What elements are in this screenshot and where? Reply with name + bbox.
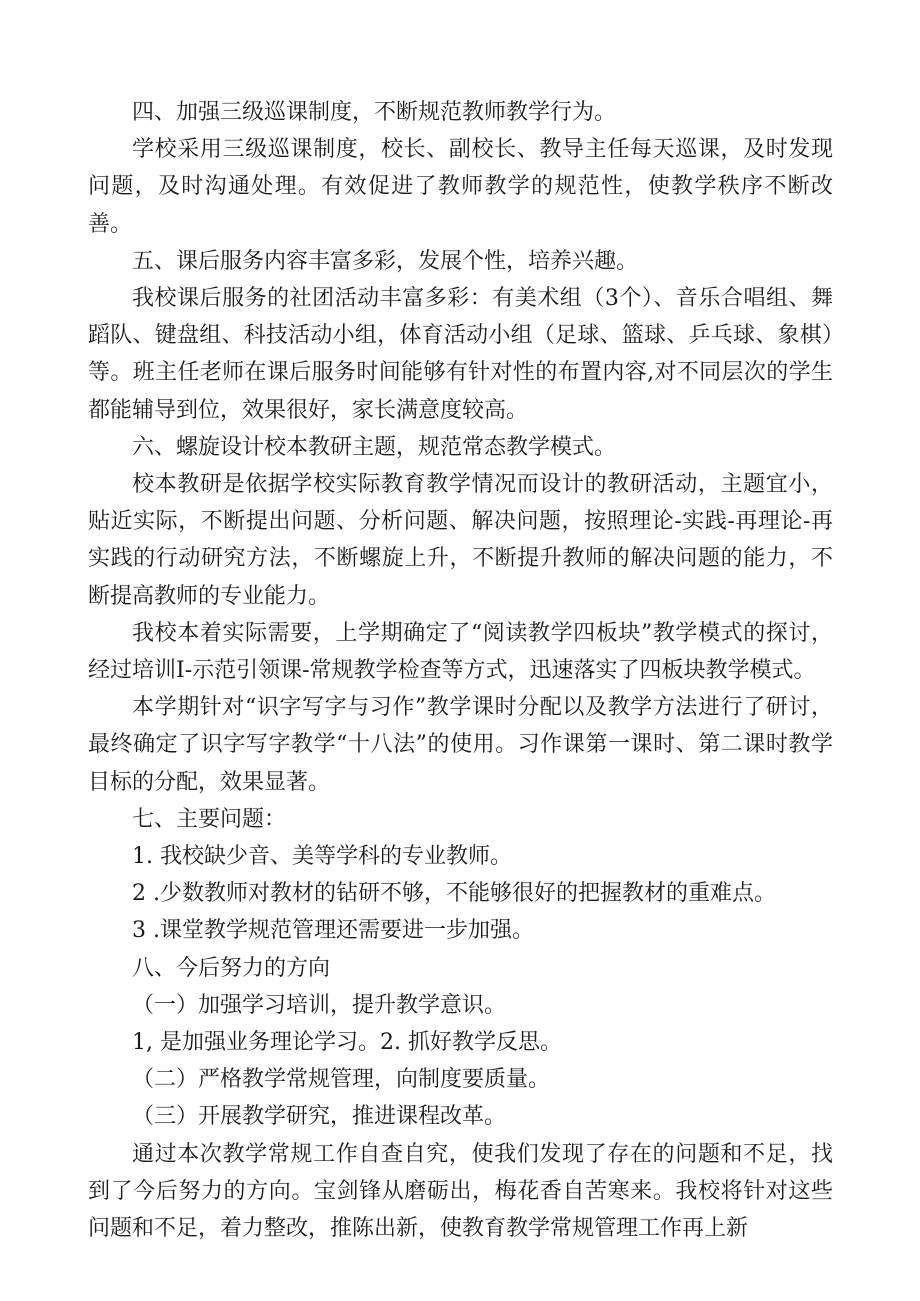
section-heading-4: 四、加强三级巡课制度，不断规范教师教学行为。 [132,100,617,125]
section-heading-8: 八、今后努力的方向 [132,955,331,981]
section-heading-5: 五、课后服务内容丰富多彩，发展个性，培养兴趣。 [132,248,639,274]
direction-item-3: （三）开展教学研究，推进课程改革。 [132,1104,507,1130]
problem-item-3: 3 .课堂教学规范管理还需要进一步加强。 [132,918,534,944]
paragraph-school-research: 校本教研是依据学校实际教育教学情况而设计的教研活动，主题宜小，贴近实际，不断提出问题、分析问题、解决问题，按照理论-实践-再理论-再实践的行动研究方法，不断螺旋上升，不断提升教师的解决问题的能力，不断提高教师的专业能力。 [88,472,833,609]
problem-item-2: 2 .少数教师对教材的钻研不够，不能够很好的把握教材的重难点。 [132,881,776,907]
paragraph-after-school: 我校课后服务的社团活动丰富多彩：有美术组（3个）、音乐合唱组、舞蹈队、键盘组、科技活动小组，体育活动小组（足球、篮球、乒乓球、象棋）等。班主任老师在课后服务时间能够有针对性的布置内容,对不同层次的学生都能辅导到位，效果很好，家长满意度较高。 [88,286,833,423]
direction-item-2: （二）严格教学常规管理，向制度要质量。 [132,1067,551,1093]
paragraph-reading-model: 我校本着实际需要，上学期确定了“阅读教学四板块”教学模式的探讨，经过培训I-示范引领课-常规教学检查等方式，迅速落实了四板块教学模式。 [88,620,833,684]
paragraph-patrol: 学校采用三级巡课制度，校长、副校长、教导主任每天巡课，及时发现问题，及时沟通处理。有效促进了教师教学的规范性，使教学秩序不断改善。 [88,137,833,237]
direction-subitems: 1, 是加强业务理论学习。2. 抓好教学反思。 [132,1030,562,1056]
section-heading-6: 六、螺旋设计校本教研主题，规范常态教学模式。 [132,434,617,460]
direction-item-1: （一）加强学习培训，提升教学意识。 [132,992,507,1018]
section-heading-7: 七、主要问题： [132,806,287,832]
document-body [88,94,833,1247]
problem-item-1: 1. 我校缺少音、美等学科的专业教师。 [132,844,512,870]
paragraph-literacy-writing: 本学期针对“识字写字与习作”教学课时分配以及教学方法进行了研讨，最终确定了识字写字教学“十八法”的使用。习作课第一课时、第二课时教学目标的分配，效果显著。 [88,695,833,795]
paragraph-conclusion: 通过本次教学常规工作自查自究，使我们发现了存在的问题和不足，找到了今后努力的方向。宝剑锋从磨砺出，梅花香自苦寒来。我校将针对这些问题和不足，着力整改，推陈出新，使教育教学常规管理工作再上新 [88,1141,833,1242]
